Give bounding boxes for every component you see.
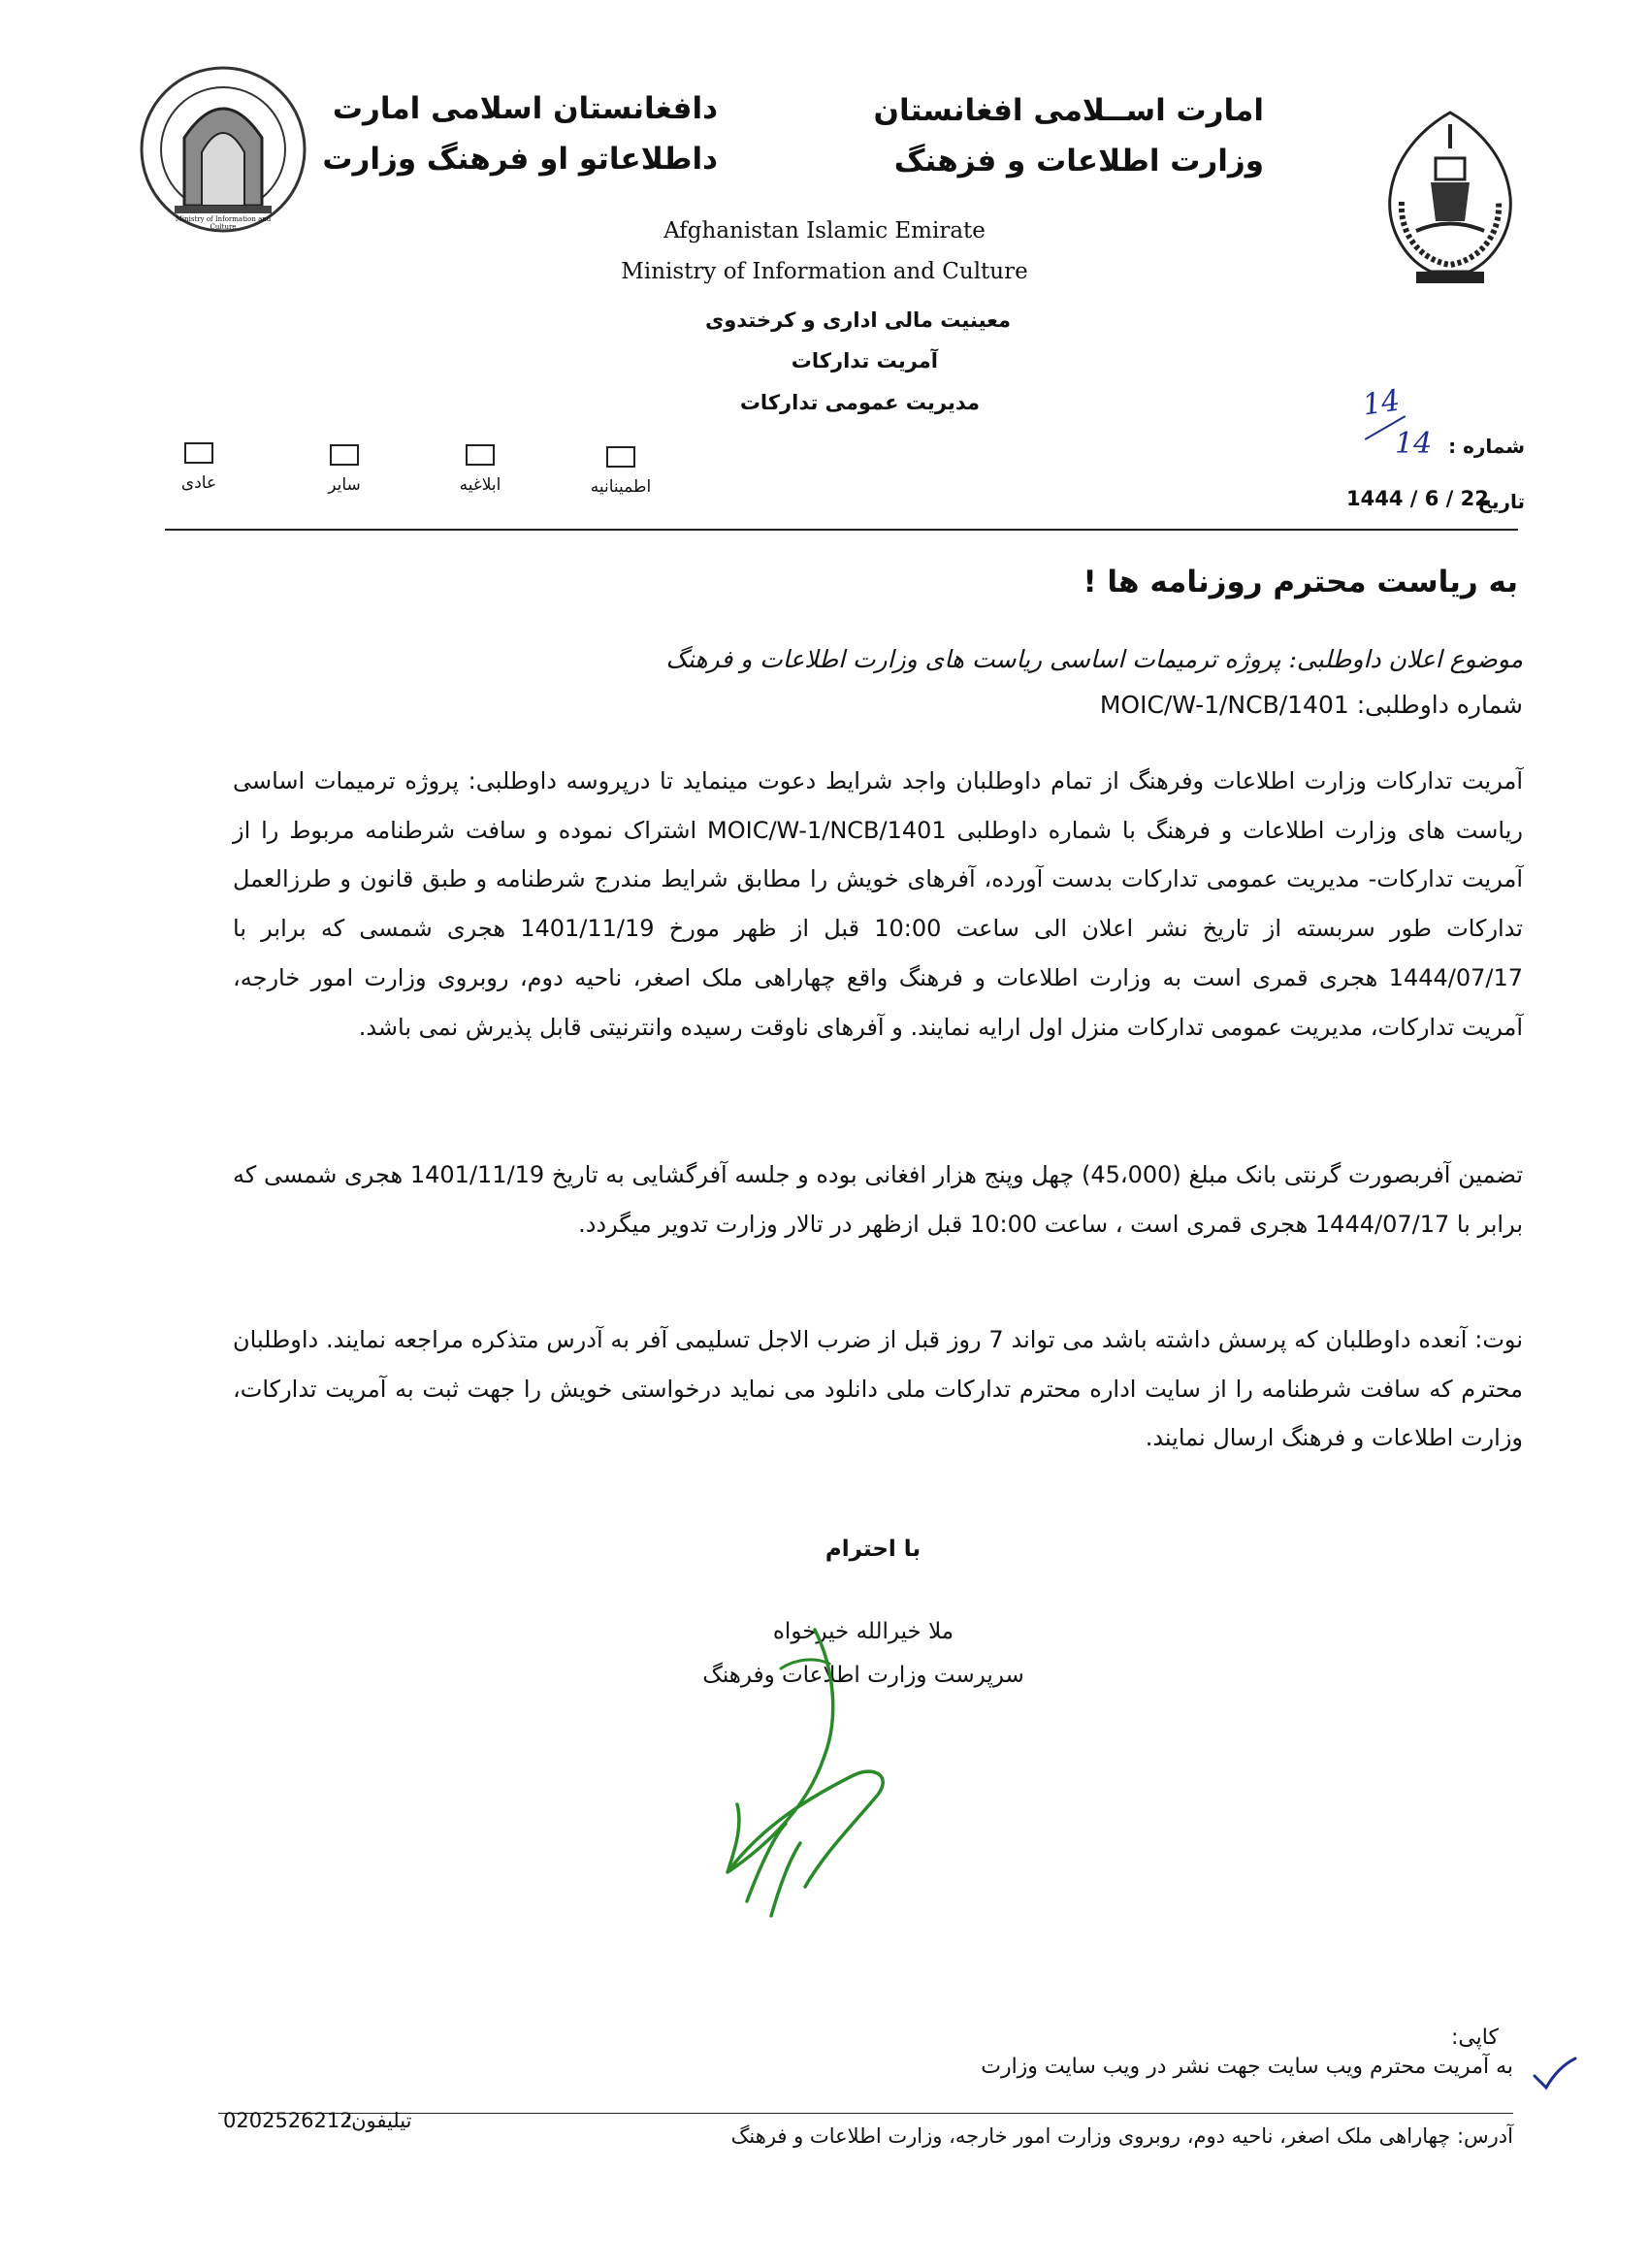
paragraph-bid-security: تضمین آفربصورت گرنتی بانک مبلغ (45،000) چهل وپنج هزار افغانی بوده و جلسه آفرگشایی به تاریخ 1401/11/19 هجری شمسی که برابر با 1444/07/17 هجری قمری است ، ساعت 10:00 قبل ازظهر در تالار وزارت تدویر میگردد.: [233, 1161, 1524, 1238]
seal-text: Ministry of Information and Culture: [175, 215, 272, 231]
number-label: شماره :: [1448, 435, 1525, 458]
paragraph-invitation: آمریت تدارکات وزارت اطلاعات وفرهنگ از تمام داوطلبان واجد شرایط دعوت مینماید تا درپروسه داوطلبی: پروژه ترمیمات اساسی ریاست های وزارت اطلاعات و فرهنگ با شماره داوطلبی MOIC/W-1/NCB/1401 اشتراک نموده و سافت شرطنامه مربوط را از آمریت تدارکات- مدیریت عمومی تدارکات بدست آورده، آفرهای خویش را مطابق شرایط مندرج شرطنامه و طبق قانون و طرزالعمل تدارکات طور سربسته از تاریخ نشر اعلان الی ساعت 10:00 قبل از ظهر مورخ 1401/11/19 هجری شمسی که برابر با 1444/07/17 هجری قمری است به وزارت اطلاعات و فرهنگ واقع چهاراهی ملک اصغر، ناحیه دوم، روبروی وزارت امور خارجه، آمریت تدارکات، مدیریت عمومی تدارکات منزل اول ارایه نمایند. و آفرهای ناوقت رسیده وانترنیتی قابل پذیرش نمی باشد.: [233, 767, 1523, 1041]
checkbox-label: ابلاغیه: [459, 475, 501, 495]
header-dari-line2: وزارت اطلاعات و فزهنگ: [893, 144, 1264, 178]
footer-divider: [218, 2113, 1513, 2114]
header-pashto-line1: دافغانستان اسلامی امارت: [332, 91, 718, 126]
date-label: تاریخ: [1477, 490, 1525, 513]
header-pashto-line2: داطلاعاتو او فرهنگ وزارت: [322, 142, 718, 177]
checkbox-label: اطمینانیه: [590, 477, 652, 497]
signatory-name: ملا خیرالله خیرخواه: [772, 1619, 954, 1644]
checkbox-label: عادی: [180, 473, 217, 493]
checkbox-ordinary[interactable]: [126, 442, 272, 493]
copy-recipient: به آمریت محترم ویب سایت جهت نشر در ویب سایت وزارت: [981, 2055, 1513, 2079]
checkbox-label: سایر: [328, 475, 361, 495]
closing: با احترام: [824, 1537, 922, 1562]
checkmark-icon: [1531, 2055, 1579, 2097]
subject-text: موضوع اعلان داوطلبی: پروژه ترمیمات اساسی ریاست های وزارت اطلاعات و فرهنگ: [665, 645, 1523, 673]
date-value: 1444 / 6 / 22: [1346, 487, 1489, 510]
footer-phone-value: 0202526212: [223, 2109, 353, 2132]
header-english-line1: Afghanistan Islamic Emirate: [663, 218, 986, 243]
footer-address: آدرس: چهاراهی ملک اصغر، ناحیه دوم، روبروی وزارت امور خارجه، وزارت اطلاعات و فرهنگ: [730, 2124, 1513, 2148]
number-handwritten-bottom: 14: [1395, 427, 1433, 461]
bid-number-line: شماره داوطلبی: MOIC/W-1/NCB/1401: [1099, 691, 1523, 719]
copy-label: کاپی:: [1450, 2025, 1499, 2050]
checkbox-box[interactable]: [330, 444, 359, 466]
checkbox-assurance[interactable]: [548, 446, 694, 497]
ministry-seal: [136, 60, 310, 244]
handwritten-signature: [669, 1610, 922, 1930]
header-deputy-ministry: معینیت مالی اداری و کرختدوی: [704, 308, 1011, 332]
footer-phone-label: تیلیفون:: [344, 2109, 412, 2132]
checkbox-notice[interactable]: [407, 444, 553, 495]
checkbox-box[interactable]: [606, 446, 635, 468]
checkbox-other[interactable]: [272, 444, 417, 495]
subject-line: [262, 637, 1523, 682]
emirate-emblem: [1363, 105, 1537, 289]
header-procurement-directorate: آمریت تدارکات: [791, 349, 938, 373]
salutation: به ریاست محترم روزنامه ها !: [1083, 565, 1518, 599]
checkbox-box[interactable]: [184, 442, 213, 464]
paragraph-note: نوت: آنعده داوطلبان که پرسش داشته باشد می تواند 7 روز قبل از ضرب الاجل تسلیمی آفر به آدرس متذکره مراجعه نمایند. داوطلبان محترم که سافت شرطنامه را از سایت اداره محترم تدارکات ملی دانلود می نماید درخواستی خویش را جهت ثبت به آمریت تدارکات، وزارت اطلاعات و فرهنگ ارسال نمایند.: [233, 1326, 1523, 1452]
checkbox-box[interactable]: [466, 444, 495, 466]
number-handwritten-top: 14: [1360, 383, 1403, 423]
signatory-title: سرپرست وزارت اطلاعات وفرهنگ: [702, 1663, 1024, 1688]
header-dari-line1: امارت اســلامی افغانستان: [873, 93, 1264, 128]
header-divider: [165, 529, 1518, 531]
header-procurement-management: مدیریت عمومی تدارکات: [739, 391, 980, 414]
header-english-line2: Ministry of Information and Culture: [621, 259, 1028, 284]
